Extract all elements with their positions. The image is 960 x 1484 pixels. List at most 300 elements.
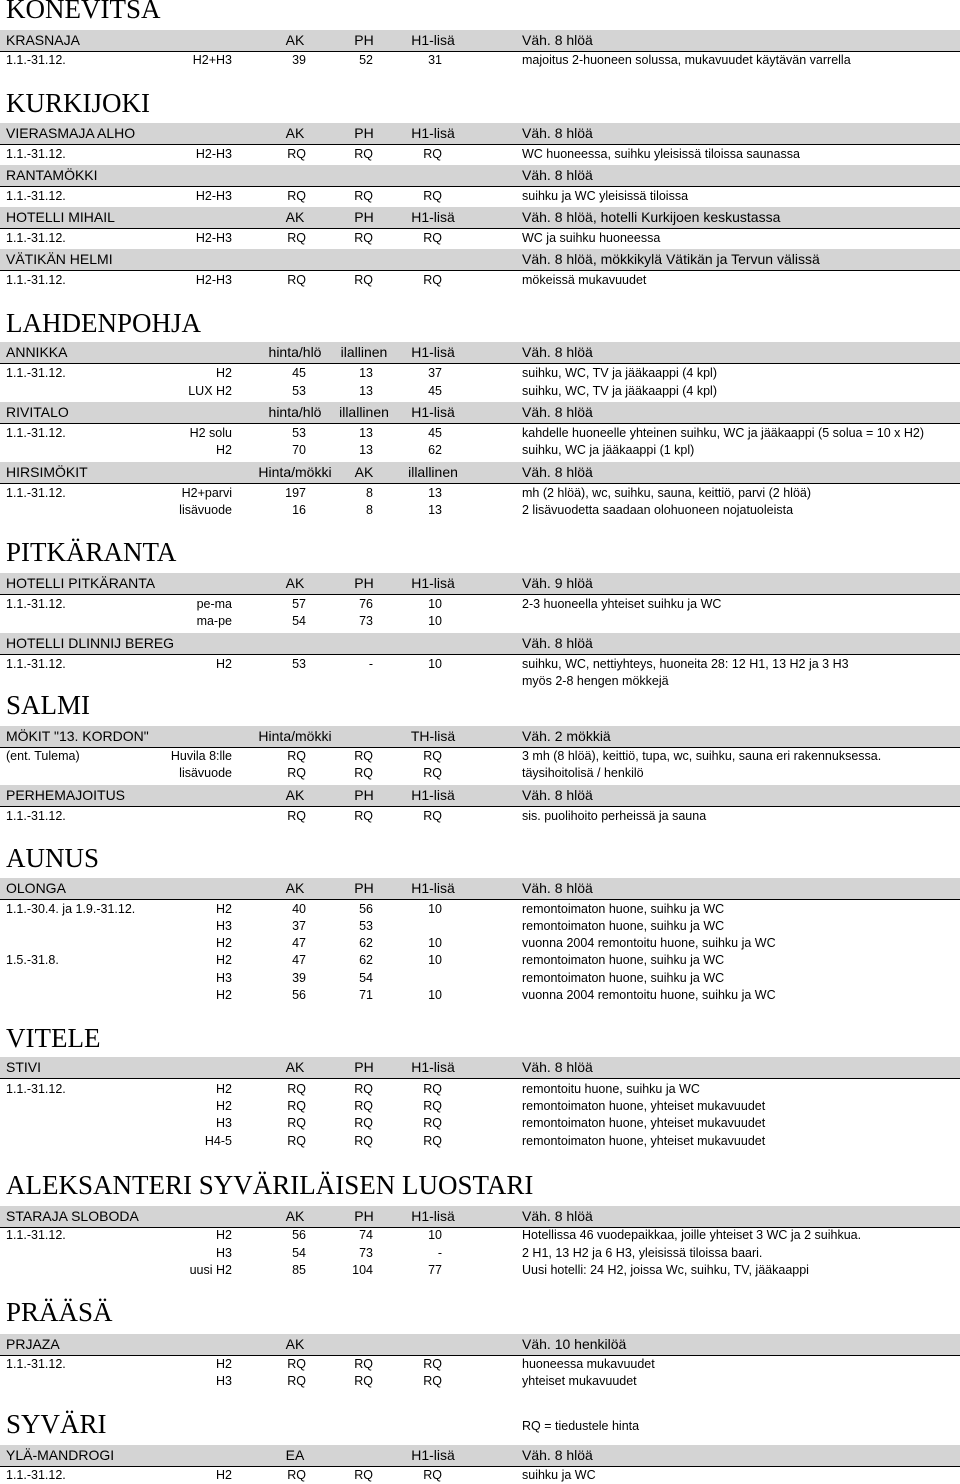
table-cell: H2-H3 bbox=[195, 273, 232, 287]
accommodation-header bbox=[0, 402, 960, 424]
table-cell: 47 bbox=[292, 936, 306, 950]
accommodation-header bbox=[0, 726, 960, 748]
table-cell: 8 bbox=[366, 503, 373, 517]
table-cell: 10 bbox=[428, 614, 442, 628]
table-cell: 54 bbox=[292, 614, 306, 628]
table-cell: 1.1.-31.12. bbox=[6, 53, 66, 67]
table-cell: RQ bbox=[287, 766, 306, 780]
accommodation-name: RIVITALO bbox=[6, 404, 69, 420]
table-cell: 13 bbox=[428, 503, 442, 517]
header-cell: AK bbox=[285, 1059, 305, 1075]
section-title: PRÄÄSÄ bbox=[6, 1297, 113, 1327]
table-cell: suihku ja WC yleisissä tiloissa bbox=[522, 189, 689, 203]
table-cell: - bbox=[437, 1246, 442, 1260]
header-cell: H1-lisä bbox=[411, 209, 455, 225]
section-title: KONEVITSA bbox=[6, 0, 161, 24]
table-cell: remontoimaton huone, yhteiset mukavuudet bbox=[522, 1099, 766, 1113]
accommodation-header bbox=[0, 30, 960, 52]
table-cell: 74 bbox=[359, 1228, 373, 1242]
accommodation-name: STIVI bbox=[6, 1059, 42, 1075]
table-cell: H2 bbox=[216, 988, 232, 1002]
table-cell: H3 bbox=[216, 1246, 232, 1260]
table-cell: H2-H3 bbox=[195, 189, 232, 203]
table-cell: 1.1.-31.12. bbox=[6, 1357, 66, 1371]
table-row bbox=[0, 365, 960, 382]
table-cell: RQ bbox=[354, 189, 373, 203]
table-cell: 3 mh (8 hlöä), keittiö, tupa, wc, suihku, sauna eri rakennuksessa. bbox=[522, 749, 882, 763]
table-cell: 1.1.-31.12. bbox=[6, 1228, 66, 1242]
header-cell: H1-lisä bbox=[411, 125, 455, 141]
table-cell: 85 bbox=[292, 1263, 306, 1277]
table-cell: 1.1.-31.12. bbox=[6, 273, 66, 287]
table-cell: RQ bbox=[287, 1134, 306, 1148]
table-cell: remontoitu huone, suihku ja WC bbox=[522, 1082, 700, 1096]
section-title: SALMI bbox=[6, 690, 91, 720]
table-cell: RQ bbox=[354, 273, 373, 287]
header-cell: PH bbox=[354, 125, 374, 141]
table-cell: 1.5.-31.8. bbox=[6, 953, 59, 967]
table-cell: RQ bbox=[423, 231, 442, 245]
header-cell: Väh. 8 hlöä, hotelli Kurkijoen keskustassa bbox=[522, 209, 781, 225]
header-cell: H1-lisä bbox=[411, 404, 455, 420]
table-cell: 73 bbox=[359, 1246, 373, 1260]
section-title: PITKÄRANTA bbox=[6, 537, 177, 567]
table-cell: 13 bbox=[359, 384, 373, 398]
table-row bbox=[0, 230, 960, 247]
table-cell: pe-ma bbox=[196, 597, 232, 611]
accommodation-header bbox=[0, 1057, 960, 1079]
table-cell: täysihoitolisä / henkilö bbox=[522, 766, 644, 780]
table-cell: 47 bbox=[292, 953, 306, 967]
table-cell: RQ bbox=[423, 273, 442, 287]
table-cell: 56 bbox=[292, 988, 306, 1002]
table-row bbox=[0, 748, 960, 765]
table-cell: (ent. Tulema) bbox=[6, 749, 80, 763]
accommodation-name: OLONGA bbox=[6, 880, 66, 896]
table-cell: WC ja suihku huoneessa bbox=[522, 231, 661, 245]
table-cell: 10 bbox=[428, 988, 442, 1002]
table-cell: 39 bbox=[292, 53, 306, 67]
table-cell: RQ bbox=[354, 1468, 373, 1482]
header-cell: Väh. 9 hlöä bbox=[522, 575, 593, 591]
table-cell: RQ bbox=[423, 1134, 442, 1148]
header-cell: H1-lisä bbox=[411, 344, 455, 360]
table-cell: 1.1.-31.12. bbox=[6, 1468, 66, 1482]
accommodation-name: PRJAZA bbox=[6, 1336, 60, 1352]
table-cell: 10 bbox=[428, 1228, 442, 1242]
accommodation-name: MÖKIT "13. KORDON" bbox=[6, 728, 149, 744]
table-cell: 54 bbox=[292, 1246, 306, 1260]
table-cell: 1.1.-31.12. bbox=[6, 231, 66, 245]
table-cell: RQ bbox=[423, 809, 442, 823]
table-cell: huoneessa mukavuudet bbox=[522, 1357, 655, 1371]
header-cell: PH bbox=[354, 880, 374, 896]
table-cell: suihku, WC, nettiyhteys, huoneita 28: 12 H1, 13 H2 ja 3 H3 bbox=[522, 657, 849, 671]
table-cell: 10 bbox=[428, 597, 442, 611]
accommodation-name: HOTELLI DLINNIJ BEREG bbox=[6, 635, 175, 651]
table-cell: suihku, WC, TV ja jääkaappi (4 kpl) bbox=[522, 366, 717, 380]
header-cell: Väh. 8 hlöä bbox=[522, 125, 593, 141]
table-cell: RQ bbox=[287, 1082, 306, 1096]
table-cell: RQ bbox=[423, 1468, 442, 1482]
table-cell: RQ bbox=[354, 809, 373, 823]
table-cell: RQ bbox=[354, 1374, 373, 1388]
table-row bbox=[0, 987, 960, 1004]
table-cell: RQ bbox=[354, 766, 373, 780]
table-cell: 1.1.-30.4. ja 1.9.-31.12. bbox=[6, 902, 136, 916]
section-title: LAHDENPOHJA bbox=[6, 308, 201, 338]
table-cell: H4-5 bbox=[204, 1134, 232, 1148]
table-cell: myös 2-8 hengen mökkejä bbox=[522, 674, 669, 688]
table-row bbox=[0, 1081, 960, 1098]
table-cell: 39 bbox=[292, 971, 306, 985]
table-cell: 73 bbox=[359, 614, 373, 628]
header-cell: AK bbox=[285, 209, 305, 225]
table-cell: RQ bbox=[287, 147, 306, 161]
table-cell: RQ bbox=[354, 1134, 373, 1148]
header-cell: AK bbox=[285, 32, 305, 48]
table-cell: yhteiset mukavuudet bbox=[522, 1374, 637, 1388]
accommodation-header bbox=[0, 1206, 960, 1228]
header-cell: Väh. 8 hlöä bbox=[522, 344, 593, 360]
header-cell: AK bbox=[285, 1336, 305, 1352]
table-row bbox=[0, 970, 960, 987]
table-row bbox=[0, 272, 960, 289]
table-cell: 37 bbox=[428, 366, 442, 380]
table-cell: H2 bbox=[216, 1357, 232, 1371]
table-cell: lisävuode bbox=[179, 766, 232, 780]
table-cell: 53 bbox=[292, 657, 306, 671]
table-row bbox=[0, 1133, 960, 1150]
table-cell: RQ bbox=[287, 1357, 306, 1371]
table-row bbox=[0, 1115, 960, 1132]
header-cell: Väh. 8 hlöä bbox=[522, 880, 593, 896]
header-cell: H1-lisä bbox=[411, 787, 455, 803]
table-cell: RQ bbox=[423, 749, 442, 763]
table-cell: Huvila 8:lle bbox=[170, 749, 232, 763]
table-cell: RQ bbox=[423, 147, 442, 161]
table-cell: RQ bbox=[423, 766, 442, 780]
table-cell: 1.1.-31.12. bbox=[6, 486, 66, 500]
table-cell: 76 bbox=[359, 597, 373, 611]
table-cell: 2 H1, 13 H2 ja 6 H3, yleisissä tiloissa baari. bbox=[522, 1246, 763, 1260]
table-cell: Uusi hotelli: 24 H2, joissa Wc, suihku, TV, jääkaappi bbox=[522, 1263, 809, 1277]
table-cell: 13 bbox=[359, 426, 373, 440]
table-cell: 1.1.-31.12. bbox=[6, 597, 66, 611]
table-cell: 197 bbox=[285, 486, 306, 500]
table-cell: RQ bbox=[354, 231, 373, 245]
table-cell: H2+parvi bbox=[181, 486, 232, 500]
table-cell: RQ bbox=[287, 189, 306, 203]
table-cell: RQ bbox=[287, 749, 306, 763]
table-row bbox=[0, 1227, 960, 1244]
table-cell: 13 bbox=[428, 486, 442, 500]
table-row bbox=[0, 425, 960, 442]
table-cell: RQ bbox=[354, 749, 373, 763]
table-cell: 1.1.-31.12. bbox=[6, 147, 66, 161]
table-cell: 104 bbox=[352, 1263, 373, 1277]
header-cell: H1-lisä bbox=[411, 1208, 455, 1224]
table-cell: 16 bbox=[292, 503, 306, 517]
table-cell: remontoimaton huone, suihku ja WC bbox=[522, 953, 725, 967]
table-cell: 1.1.-31.12. bbox=[6, 426, 66, 440]
table-cell: H2 bbox=[216, 366, 232, 380]
table-cell: 1.1.-31.12. bbox=[6, 657, 66, 671]
header-cell: Väh. 8 hlöä bbox=[522, 464, 593, 480]
table-row bbox=[0, 1356, 960, 1373]
table-cell: H2 bbox=[216, 657, 232, 671]
table-row bbox=[0, 146, 960, 163]
table-row bbox=[0, 188, 960, 205]
accommodation-header bbox=[0, 573, 960, 595]
table-cell: 71 bbox=[359, 988, 373, 1002]
table-cell: 57 bbox=[292, 597, 306, 611]
table-cell: H2 bbox=[216, 1082, 232, 1096]
table-cell: remontoimaton huone, yhteiset mukavuudet bbox=[522, 1134, 766, 1148]
table-row bbox=[0, 901, 960, 918]
table-cell: 40 bbox=[292, 902, 306, 916]
accommodation-header bbox=[0, 462, 960, 484]
table-row bbox=[0, 1245, 960, 1262]
header-cell: PH bbox=[354, 32, 374, 48]
header-cell: H1-lisä bbox=[411, 880, 455, 896]
header-cell: Väh. 8 hlöä bbox=[522, 635, 593, 651]
table-cell: RQ bbox=[287, 1099, 306, 1113]
table-cell: H2-H3 bbox=[195, 147, 232, 161]
table-cell: 52 bbox=[359, 53, 373, 67]
table-cell: 62 bbox=[428, 443, 442, 457]
accommodation-header bbox=[0, 207, 960, 229]
header-cell: Väh. 10 henkilöä bbox=[522, 1336, 627, 1352]
table-cell: 1.1.-31.12. bbox=[6, 189, 66, 203]
header-cell: Väh. 8 hlöä bbox=[522, 32, 593, 48]
table-cell: H2+H3 bbox=[192, 53, 232, 67]
table-cell: lisävuode bbox=[179, 503, 232, 517]
table-cell: 45 bbox=[428, 426, 442, 440]
table-row bbox=[0, 673, 960, 690]
header-cell: AK bbox=[354, 464, 374, 480]
table-cell: RQ bbox=[354, 1082, 373, 1096]
table-row bbox=[0, 613, 960, 630]
table-row bbox=[0, 1262, 960, 1279]
table-cell: sis. puolihoito perheissä ja sauna bbox=[522, 809, 707, 823]
table-cell: majoitus 2-huoneen solussa, mukavuudet käytävän varrella bbox=[522, 53, 851, 67]
table-cell: RQ bbox=[423, 1099, 442, 1113]
table-cell: - bbox=[368, 657, 373, 671]
table-cell: 10 bbox=[428, 936, 442, 950]
table-row bbox=[0, 383, 960, 400]
table-cell: RQ bbox=[287, 1116, 306, 1130]
table-row bbox=[0, 596, 960, 613]
header-cell: Väh. 8 hlöä bbox=[522, 1208, 593, 1224]
table-row bbox=[0, 1373, 960, 1390]
section-title: SYVÄRI bbox=[6, 1409, 107, 1439]
table-cell: remontoimaton huone, suihku ja WC bbox=[522, 919, 725, 933]
accommodation-header bbox=[0, 785, 960, 807]
rq-legend: RQ = tiedustele hinta bbox=[522, 1419, 640, 1433]
accommodation-header bbox=[0, 633, 960, 655]
header-cell: PH bbox=[354, 575, 374, 591]
header-cell: PH bbox=[354, 209, 374, 225]
table-cell: 10 bbox=[428, 657, 442, 671]
header-cell: Väh. 8 hlöä bbox=[522, 1447, 593, 1463]
table-row bbox=[0, 808, 960, 825]
table-cell: 53 bbox=[292, 384, 306, 398]
accommodation-header bbox=[0, 123, 960, 145]
header-cell: Hinta/mökki bbox=[258, 464, 332, 480]
header-cell: Hinta/mökki bbox=[258, 728, 332, 744]
accommodation-header bbox=[0, 342, 960, 364]
table-cell: H2 bbox=[216, 1468, 232, 1482]
table-cell: 13 bbox=[359, 443, 373, 457]
header-cell: AK bbox=[285, 575, 305, 591]
accommodation-name: YLÄ-MANDROGI bbox=[6, 1447, 115, 1463]
table-row bbox=[0, 935, 960, 952]
table-cell: H3 bbox=[216, 919, 232, 933]
header-cell: AK bbox=[285, 1208, 305, 1224]
table-cell: 1.1.-31.12. bbox=[6, 1082, 66, 1096]
header-cell: Väh. 2 mökkiä bbox=[522, 728, 611, 744]
table-cell: RQ bbox=[354, 147, 373, 161]
accommodation-name: VÄTIKÄN HELMI bbox=[6, 251, 113, 267]
table-cell: H2 bbox=[216, 936, 232, 950]
table-cell: 53 bbox=[292, 426, 306, 440]
section-title: ALEKSANTERI SYVÄRILÄISEN LUOSTARI bbox=[6, 1170, 534, 1200]
table-cell: 45 bbox=[292, 366, 306, 380]
table-cell: RQ bbox=[423, 1374, 442, 1388]
table-row bbox=[0, 485, 960, 502]
header-cell: EA bbox=[285, 1447, 305, 1463]
table-cell: H3 bbox=[216, 1374, 232, 1388]
accommodation-name: HIRSIMÖKIT bbox=[6, 464, 88, 480]
table-cell: RQ bbox=[287, 809, 306, 823]
accommodation-name: HOTELLI MIHAIL bbox=[6, 209, 115, 225]
table-cell: RQ bbox=[354, 1099, 373, 1113]
header-cell: hinta/hlö bbox=[268, 344, 322, 360]
table-row bbox=[0, 502, 960, 519]
table-cell: remontoimaton huone, yhteiset mukavuudet bbox=[522, 1116, 766, 1130]
table-cell: 2 lisävuodetta saadaan olohuoneen nojatuoleista bbox=[522, 503, 794, 517]
header-cell: Väh. 8 hlöä bbox=[522, 787, 593, 803]
table-cell: 13 bbox=[359, 366, 373, 380]
table-cell: 10 bbox=[428, 902, 442, 916]
table-cell: kahdelle huoneelle yhteinen suihku, WC ja jääkaappi (5 solua = 10 x H2) bbox=[522, 426, 924, 440]
header-cell: hinta/hlö bbox=[268, 404, 322, 420]
accommodation-header bbox=[0, 1445, 960, 1467]
section-title: KURKIJOKI bbox=[6, 88, 150, 118]
accommodation-name: KRASNAJA bbox=[6, 32, 80, 48]
table-cell: RQ bbox=[354, 1357, 373, 1371]
table-cell: 54 bbox=[359, 971, 373, 985]
table-cell: vuonna 2004 remontoitu huone, suihku ja WC bbox=[522, 936, 776, 950]
header-cell: H1-lisä bbox=[411, 32, 455, 48]
table-cell: 77 bbox=[428, 1263, 442, 1277]
table-cell: LUX H2 bbox=[188, 384, 232, 398]
table-cell: 8 bbox=[366, 486, 373, 500]
table-cell: 53 bbox=[359, 919, 373, 933]
table-row bbox=[0, 1098, 960, 1115]
table-cell: RQ bbox=[287, 273, 306, 287]
table-row bbox=[0, 918, 960, 935]
accommodation-header bbox=[0, 1334, 960, 1356]
table-cell: RQ bbox=[354, 1116, 373, 1130]
table-cell: 70 bbox=[292, 443, 306, 457]
accommodation-name: PERHEMAJOITUS bbox=[6, 787, 126, 803]
table-cell: suihku, WC, TV ja jääkaappi (4 kpl) bbox=[522, 384, 717, 398]
header-cell: Väh. 8 hlöä bbox=[522, 404, 593, 420]
table-cell: RQ bbox=[423, 1357, 442, 1371]
table-cell: RQ bbox=[423, 189, 442, 203]
table-cell: vuonna 2004 remontoitu huone, suihku ja WC bbox=[522, 988, 776, 1002]
header-cell: AK bbox=[285, 880, 305, 896]
table-cell: ma-pe bbox=[196, 614, 232, 628]
header-cell: TH-lisä bbox=[410, 728, 456, 744]
header-cell: Väh. 8 hlöä bbox=[522, 167, 593, 183]
table-cell: RQ bbox=[287, 231, 306, 245]
section-title: VITELE bbox=[6, 1023, 101, 1053]
table-cell: H2 bbox=[216, 1228, 232, 1242]
table-cell: H2 solu bbox=[189, 426, 232, 440]
table-cell: suihku ja WC bbox=[522, 1468, 596, 1482]
table-cell: 56 bbox=[359, 902, 373, 916]
header-cell: H1-lisä bbox=[411, 1059, 455, 1075]
table-cell: 1.1.-31.12. bbox=[6, 809, 66, 823]
accommodation-name: STARAJA SLOBODA bbox=[6, 1208, 139, 1224]
header-cell: AK bbox=[285, 787, 305, 803]
accommodation-name: ANNIKKA bbox=[6, 344, 68, 360]
header-cell: H1-lisä bbox=[411, 575, 455, 591]
table-cell: H3 bbox=[216, 1116, 232, 1130]
table-cell: mh (2 hlöä), wc, suihku, sauna, keittiö, parvi (2 hlöä) bbox=[522, 486, 812, 500]
table-cell: H2 bbox=[216, 443, 232, 457]
table-cell: 45 bbox=[428, 384, 442, 398]
table-row bbox=[0, 1467, 960, 1484]
table-cell: H2 bbox=[216, 953, 232, 967]
accommodation-header bbox=[0, 165, 960, 187]
header-cell: illallinen bbox=[339, 404, 389, 420]
table-cell: 62 bbox=[359, 936, 373, 950]
accommodation-name: RANTAMÖKKI bbox=[6, 167, 98, 183]
table-cell: H2 bbox=[216, 902, 232, 916]
table-cell: 62 bbox=[359, 953, 373, 967]
table-cell: remontoimaton huone, suihku ja WC bbox=[522, 971, 725, 985]
table-cell: 37 bbox=[292, 919, 306, 933]
header-cell: AK bbox=[285, 125, 305, 141]
table-cell: 2-3 huoneella yhteiset suihku ja WC bbox=[522, 597, 722, 611]
section-title: AUNUS bbox=[6, 843, 100, 873]
table-row bbox=[0, 765, 960, 782]
table-row bbox=[0, 952, 960, 969]
table-cell: H3 bbox=[216, 971, 232, 985]
table-cell: 31 bbox=[428, 53, 442, 67]
table-cell: WC huoneessa, suihku yleisissä tiloissa saunassa bbox=[522, 147, 800, 161]
table-row bbox=[0, 52, 960, 69]
header-cell: illallinen bbox=[408, 464, 458, 480]
table-cell: RQ bbox=[423, 1116, 442, 1130]
header-cell: Väh. 8 hlöä, mökkikylä Vätikän ja Tervun välissä bbox=[522, 251, 820, 267]
table-cell: RQ bbox=[423, 1082, 442, 1096]
header-cell: PH bbox=[354, 1059, 374, 1075]
table-cell: suihku, WC ja jääkaappi (1 kpl) bbox=[522, 443, 695, 457]
table-cell: Hotellissa 46 vuodepaikkaa, joille yhteiset 3 WC ja 2 suihkua. bbox=[522, 1228, 862, 1242]
table-cell: mökeissä mukavuudet bbox=[522, 273, 647, 287]
accommodation-name: HOTELLI PITKÄRANTA bbox=[6, 575, 156, 591]
accommodation-header bbox=[0, 878, 960, 900]
header-cell: PH bbox=[354, 787, 374, 803]
table-cell: 56 bbox=[292, 1228, 306, 1242]
header-cell: H1-lisä bbox=[411, 1447, 455, 1463]
accommodation-header bbox=[0, 249, 960, 271]
